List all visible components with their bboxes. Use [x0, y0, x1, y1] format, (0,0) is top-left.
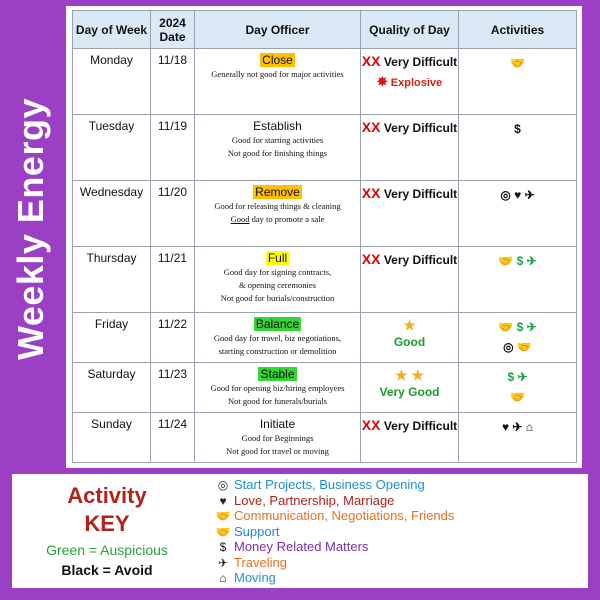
date-cell: 11/20 — [151, 181, 195, 247]
date-cell: 11/18 — [151, 49, 195, 115]
difficult-mark: XX — [361, 119, 381, 135]
key-item — [212, 524, 582, 540]
activity-icons: $ ✈ — [507, 370, 528, 384]
key-label: Love, Partnership, Marriage — [234, 492, 395, 508]
officer-cell — [195, 313, 361, 363]
dollar-icon: $ — [219, 540, 227, 554]
quality-cell — [361, 313, 459, 363]
officer-note: Not good for finishing things — [227, 148, 328, 158]
officer-cell — [195, 247, 361, 313]
quality-cell — [361, 181, 459, 247]
key-green-legend: Green = Auspicious — [46, 542, 168, 558]
quality-text: Very Difficult — [383, 55, 458, 69]
support-icon: 🤝 — [215, 524, 231, 539]
header-date: 2024 Date — [151, 11, 195, 49]
activity-icons-avoid: 🤝 — [510, 390, 525, 404]
table-row — [73, 181, 577, 247]
money-icon: $ — [514, 122, 521, 136]
officer-cell — [195, 181, 361, 247]
officer-note: Not good for burials/construction — [220, 293, 335, 303]
table-row — [73, 413, 577, 463]
difficult-mark: XX — [361, 251, 381, 267]
key-label: Traveling — [234, 554, 287, 570]
activity-icons: 🤝 $ ✈ — [498, 254, 537, 268]
key-title-line2: KEY — [84, 511, 130, 536]
day-cell: Monday — [73, 49, 151, 115]
activity-key-panel — [12, 474, 588, 588]
quality-text: Very Difficult — [383, 121, 458, 135]
officer-name: Remove — [255, 185, 300, 199]
key-label: Start Projects, Business Opening — [234, 477, 425, 492]
date-cell: 11/23 — [151, 363, 195, 413]
activities-cell — [459, 181, 577, 247]
officer-note — [195, 214, 360, 225]
side-title: Weekly Energy — [10, 98, 51, 360]
day-cell: Saturday — [73, 363, 151, 413]
date-cell: 11/24 — [151, 413, 195, 463]
officer-note: Good for releasing things & cleaning — [214, 201, 341, 211]
quality-cell — [361, 49, 459, 115]
day-cell: Sunday — [73, 413, 151, 463]
officer-cell — [195, 413, 361, 463]
key-label: Money Related Matters — [234, 539, 369, 554]
activity-icons: ♥ ✈ ⌂ — [501, 420, 534, 434]
difficult-mark: XX — [361, 417, 381, 433]
officer-note: starting construction or demolition — [218, 346, 337, 356]
day-cell: Tuesday — [73, 115, 151, 181]
handshake-icon: 🤝 — [215, 509, 231, 523]
table-row — [73, 313, 577, 363]
officer-note: Good for Beginnings — [241, 433, 314, 443]
explosion-icon: ✸ — [376, 74, 388, 89]
quality-text: Very Difficult — [383, 187, 458, 201]
house-icon: ⌂ — [219, 571, 227, 585]
day-cell: Thursday — [73, 247, 151, 313]
date-cell: 11/21 — [151, 247, 195, 313]
activity-icons: ◎ ♥ ✈ — [500, 188, 535, 202]
officer-note: Good day for travel, biz negotiations, — [213, 333, 342, 343]
energy-table-panel — [66, 6, 582, 468]
table-row — [73, 49, 577, 115]
good-word: Good — [230, 214, 250, 224]
table-row — [73, 115, 577, 181]
key-item — [212, 493, 582, 509]
heart-icon: ♥ — [219, 493, 227, 508]
star-icon: ★ — [403, 317, 416, 333]
header-activities: Activities — [459, 11, 577, 49]
quality-cell — [361, 363, 459, 413]
explosive-badge — [361, 73, 458, 92]
quality-text: Very Difficult — [383, 419, 458, 433]
key-item — [212, 539, 582, 555]
quality-cell — [361, 413, 459, 463]
officer-name: Initiate — [259, 417, 296, 431]
activities-cell — [459, 313, 577, 363]
date-cell: 11/19 — [151, 115, 195, 181]
explosive-label: Explosive — [390, 77, 443, 89]
difficult-mark: XX — [361, 185, 381, 201]
day-cell: Wednesday — [73, 181, 151, 247]
table-row — [73, 363, 577, 413]
date-cell: 11/22 — [151, 313, 195, 363]
airplane-icon: ✈ — [217, 555, 229, 570]
officer-note: & opening ceremonies — [239, 280, 316, 290]
star-icons: ★ ★ — [395, 367, 424, 383]
officer-note: Good for opening biz/hiring employees — [210, 383, 345, 393]
officer-note: Good for starting activities — [231, 135, 324, 145]
key-title — [12, 482, 202, 538]
officer-name: Close — [262, 53, 293, 67]
activities-cell — [459, 49, 577, 115]
table-header-row — [73, 11, 577, 49]
key-label: Communication, Negotiations, Friends — [234, 508, 455, 523]
quality-cell — [361, 247, 459, 313]
difficult-mark: XX — [361, 53, 381, 69]
key-label: Moving — [234, 570, 276, 585]
day-cell: Friday — [73, 313, 151, 363]
officer-cell — [195, 363, 361, 413]
table-row — [73, 247, 577, 313]
header-quality: Quality of Day — [361, 11, 459, 49]
support-icon: 🤝 — [510, 56, 525, 70]
officer-note: Not good for travel or moving — [226, 446, 329, 456]
activity-icons: 🤝 $ ✈ — [498, 320, 537, 334]
energy-table — [72, 10, 577, 463]
target-icon: ◎ — [217, 478, 229, 492]
header-officer: Day Officer — [195, 11, 361, 49]
activities-cell — [459, 247, 577, 313]
officer-note: Not good for funerals/burials — [228, 396, 327, 406]
key-title-line1: Activity — [67, 483, 147, 508]
officer-note-rest: day to promote a sale — [249, 214, 325, 224]
officer-name: Stable — [260, 367, 295, 381]
officer-cell — [195, 115, 361, 181]
key-item — [212, 508, 582, 524]
key-label: Support — [234, 523, 280, 539]
quality-text: Very Difficult — [383, 253, 458, 267]
key-list — [212, 477, 582, 586]
activities-cell — [459, 363, 577, 413]
quality-text: Very Good — [379, 385, 440, 399]
officer-name: Balance — [255, 317, 300, 331]
key-item — [212, 570, 582, 586]
quality-cell — [361, 115, 459, 181]
activities-cell — [459, 413, 577, 463]
officer-name: Full — [267, 251, 288, 265]
key-item — [212, 555, 582, 571]
key-black-legend: Black = Avoid — [61, 562, 153, 578]
activities-cell — [459, 115, 577, 181]
quality-text: Good — [393, 335, 426, 349]
officer-note: Generally not good for major activities — [211, 69, 344, 79]
officer-note: Good day for signing contracts, — [223, 267, 332, 277]
officer-name: Establish — [253, 119, 302, 133]
activity-icons-avoid: ◎ 🤝 — [503, 340, 532, 354]
header-day: Day of Week — [73, 11, 151, 49]
key-item — [212, 477, 582, 493]
officer-cell — [195, 49, 361, 115]
